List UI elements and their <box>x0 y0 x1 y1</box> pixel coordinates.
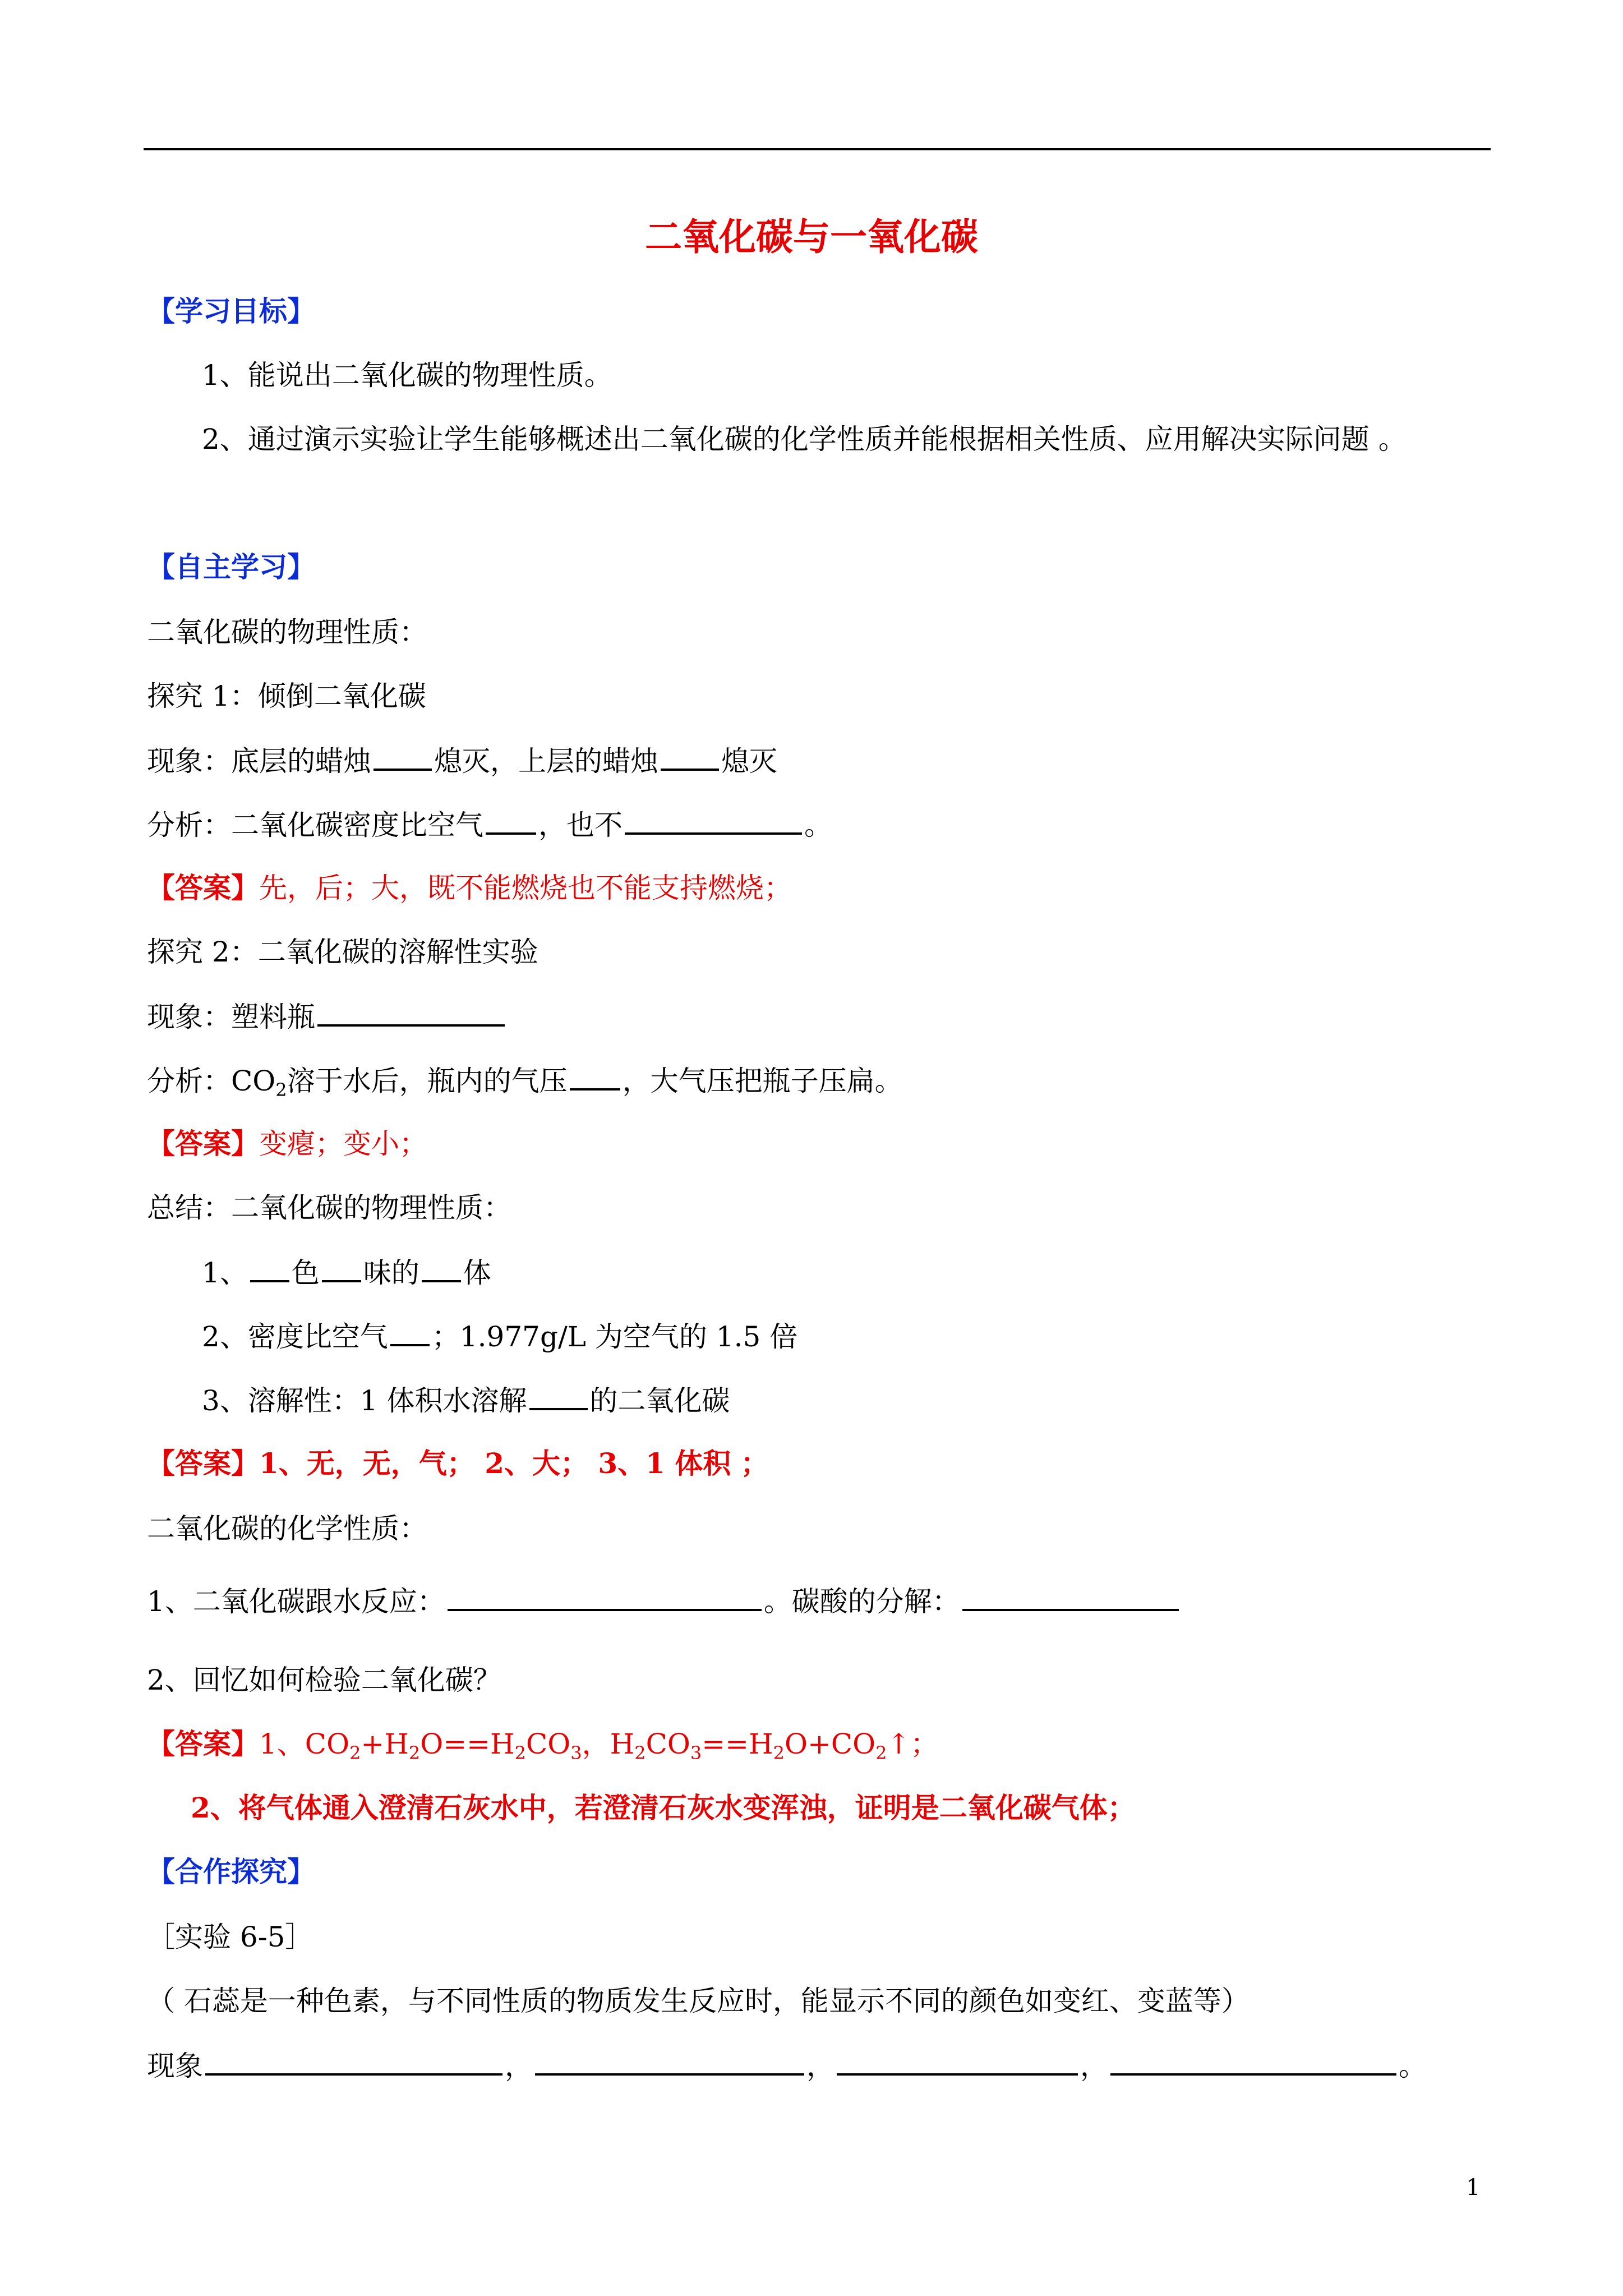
blank <box>529 1380 588 1410</box>
blank <box>448 1581 762 1611</box>
physical-properties-title: 二氧化碳的物理性质： <box>147 616 427 648</box>
experiment-label: ［实验 6-5］ <box>147 1921 313 1953</box>
ana2-text-a: 分析：CO <box>147 1065 276 1097</box>
ana1-text-b: ，也不 <box>538 809 623 841</box>
page-title: 二氧化碳与一氧化碳 <box>645 215 978 259</box>
ana2-text-b: 溶于水后，瓶内的气压 <box>287 1065 568 1097</box>
sum1-text-c: 味的 <box>363 1257 419 1289</box>
ans4-f2: O==H <box>420 1728 515 1760</box>
explore-2: 探究 2：二氧化碳的溶解性实验 <box>147 936 538 968</box>
blank <box>250 1252 289 1282</box>
ana1-text-c: 。 <box>804 809 832 841</box>
answer-label: 【答案】 <box>147 1727 259 1760</box>
answer-5-text: 2、将气体通入澄清石灰水中，若澄清石灰水变浑浊，证明是二氧化碳气体； <box>191 1791 1136 1824</box>
obs2-text: 现象：塑料瓶 <box>147 1001 315 1033</box>
answer-4: 【答案】1、$CO_2+H_2O==H_2CO_3$，$H_2CO_3==H_2O+CO_2↑$； <box>147 1727 939 1764</box>
objectives-heading: 【学习目标】 <box>147 295 315 328</box>
answer-1 <box>147 868 792 908</box>
summary-3 <box>202 1380 730 1420</box>
comma: ， <box>806 2050 834 2082</box>
period: 。 <box>1399 2050 1427 2082</box>
answer-1-text: 先，后；大，既不能燃烧也不能支持燃烧； <box>259 872 792 904</box>
blank <box>422 1252 461 1282</box>
ana1-text-a: 分析：二氧化碳密度比空气 <box>147 809 483 841</box>
objective-1: 1、能说出二氧化碳的物理性质。 <box>202 359 612 392</box>
sum1-text-a: 1、 <box>202 1257 248 1289</box>
blank <box>205 2045 502 2076</box>
analysis-1 <box>147 804 832 845</box>
answer-label: 【答案】 <box>147 871 259 904</box>
obs1-text-c: 熄灭 <box>721 745 777 777</box>
blank <box>962 1581 1179 1611</box>
ans4-f7: O+CO <box>784 1728 876 1760</box>
obs3-label: 现象 <box>147 2050 203 2082</box>
chem1-text-b: 。碳酸的分解： <box>763 1585 960 1618</box>
cooperation-heading: 【合作探究】 <box>147 1855 315 1888</box>
summary-1 <box>202 1252 491 1292</box>
sum1-text-d: 体 <box>463 1257 491 1289</box>
summary-2 <box>202 1316 797 1356</box>
answer-3 <box>147 1444 769 1483</box>
objective-2: 2、通过演示实验让学生能够概述出二氧化碳的化学性质并能根据相关性质、应用解决实际问题 。 <box>202 423 1407 455</box>
answer-label: 【答案】 <box>147 1447 259 1480</box>
answer-label: 【答案】 <box>147 1127 259 1160</box>
blank <box>1110 2045 1396 2076</box>
comma: ， <box>1080 2050 1108 2082</box>
obs1-text-a: 现象：底层的蜡烛 <box>147 745 371 777</box>
litmus-note: （ 石蕊是一种色素，与不同性质的物质发生反应时，能显示不同的颜色如变红、变蓝等） <box>147 1985 1249 2017</box>
chemical-1 <box>147 1581 1181 1621</box>
observation-3 <box>147 2045 1427 2086</box>
blank <box>837 2045 1078 2076</box>
sum2-text-b: ；1.977g/L 为空气的 1.5 倍 <box>431 1320 798 1353</box>
blank <box>374 740 432 771</box>
answer-2 <box>147 1124 427 1163</box>
self-study-heading: 【自主学习】 <box>147 550 315 583</box>
blank <box>317 996 505 1027</box>
ana2-text-c: ，大气压把瓶子压扁。 <box>622 1065 903 1097</box>
ans4-end: ↑； <box>887 1728 939 1760</box>
comma: ， <box>505 2050 533 2082</box>
sum3-text-a: 3、溶解性：1 体积水溶解 <box>202 1384 527 1417</box>
ans4-f5: CO <box>645 1728 690 1760</box>
ans4-f3: CO <box>526 1728 571 1760</box>
blank <box>390 1316 430 1346</box>
sum3-text-b: 的二氧化碳 <box>589 1384 730 1417</box>
sum1-text-b: 色 <box>291 1257 320 1289</box>
sum2-text-a: 2、密度比空气 <box>202 1320 388 1353</box>
observation-2 <box>147 996 507 1037</box>
blank <box>535 2045 804 2076</box>
chem1-text-a: 1、二氧化碳跟水反应： <box>147 1585 445 1618</box>
ans4-prefix: 1、CO <box>259 1728 350 1760</box>
chemical-properties-title: 二氧化碳的化学性质： <box>147 1512 427 1545</box>
header-rule <box>144 148 1491 150</box>
explore-1: 探究 1：倾倒二氧化碳 <box>147 680 426 712</box>
page-number: 1 <box>1466 2175 1481 2201</box>
blank <box>570 1060 620 1091</box>
ans4-f4: ，H <box>582 1728 635 1760</box>
answer-2-text: 变瘪；变小； <box>259 1128 427 1160</box>
blank <box>625 804 802 835</box>
blank <box>661 740 719 771</box>
blank <box>486 804 536 835</box>
blank <box>322 1252 361 1282</box>
summary-title: 总结：二氧化碳的物理性质： <box>147 1191 511 1224</box>
obs1-text-b: 熄灭，上层的蜡烛 <box>434 745 658 777</box>
ans4-f1: +H <box>361 1728 409 1760</box>
answer-3-text: 1、无，无，气； 2、大； 3、1 体积 ； <box>259 1447 769 1480</box>
observation-1 <box>147 740 777 781</box>
ana2-subscript: 2 <box>275 1079 287 1101</box>
answer-5 <box>191 1788 1136 1828</box>
analysis-2 <box>147 1060 903 1101</box>
ans4-f6: ==H <box>702 1728 773 1760</box>
chemical-2: 2、回忆如何检验二氧化碳？ <box>147 1664 501 1696</box>
